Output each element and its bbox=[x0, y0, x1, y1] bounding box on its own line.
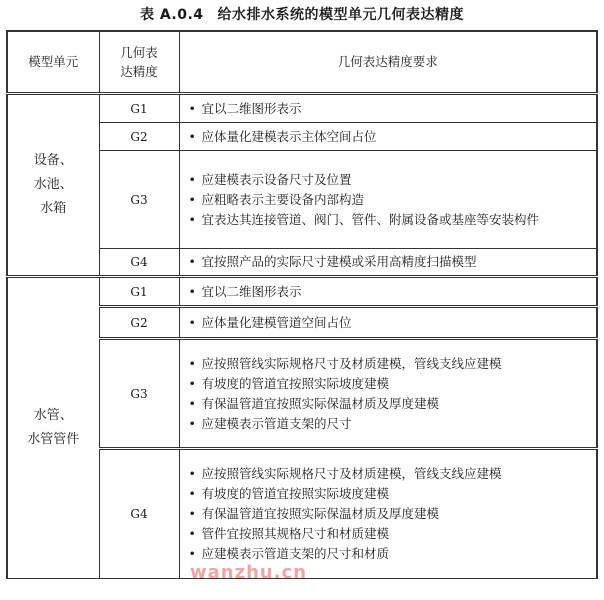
unit-line: 水管、 bbox=[33, 408, 73, 423]
level-cell: G1 bbox=[99, 94, 179, 123]
requirement-cell bbox=[179, 123, 597, 151]
table-row bbox=[7, 277, 597, 307]
list-item: • 有保温管道宜按照实际保温材质及厚度建模 bbox=[188, 504, 591, 524]
list-item: • 应体量化建模管道空间占位 bbox=[188, 313, 591, 333]
requirement-cell bbox=[179, 277, 597, 307]
table-caption bbox=[0, 4, 604, 24]
requirement-cell bbox=[179, 249, 597, 277]
unit-cell-pipes bbox=[7, 277, 99, 579]
table-title: 给水排水系统的模型单元几何表达精度 bbox=[217, 7, 465, 23]
list-item: • 应粗略表示主要设备内部构造 bbox=[188, 190, 591, 210]
list-item: • 应建模表示管道支架的尺寸 bbox=[188, 414, 591, 434]
unit-line: 水管管件 bbox=[27, 432, 80, 447]
header-level-line-2: 达精度 bbox=[120, 64, 158, 79]
unit-line: 水池、 bbox=[33, 177, 73, 192]
unit-line: 设备、 bbox=[33, 153, 73, 168]
precision-table bbox=[6, 30, 598, 579]
table-row bbox=[7, 94, 597, 123]
list-item: • 有坡度的管道宜按照实际坡度建模 bbox=[188, 374, 591, 394]
group-pipes bbox=[7, 277, 597, 579]
list-item: • 宜按照产品的实际尺寸建模或采用高精度扫描模型 bbox=[188, 252, 591, 272]
header-requirement: 几何表达精度要求 bbox=[179, 31, 597, 94]
requirement-cell bbox=[179, 151, 597, 249]
level-cell: G4 bbox=[99, 449, 179, 579]
list-item: • 应体量化建模表示主体空间占位 bbox=[188, 127, 591, 147]
requirement-cell bbox=[179, 307, 597, 339]
list-item: • 宜表达其连接管道、阀门、管件、附属设备或基座等安装构件 bbox=[188, 210, 591, 230]
list-item: • 管件宜按照其规格尺寸和材质建模 bbox=[188, 524, 591, 544]
level-cell: G4 bbox=[99, 249, 179, 277]
level-cell: G1 bbox=[99, 277, 179, 307]
list-item: • 应按照管线实际规格尺寸及材质建模，管线支线应建模 bbox=[188, 354, 591, 374]
unit-cell-equipment bbox=[7, 94, 99, 277]
list-item: • 有坡度的管道宜按照实际坡度建模 bbox=[188, 484, 591, 504]
level-cell: G3 bbox=[99, 151, 179, 249]
requirement-cell bbox=[179, 94, 597, 123]
level-cell: G2 bbox=[99, 123, 179, 151]
group-equipment bbox=[7, 94, 597, 277]
list-item: • 应建模表示设备尺寸及位置 bbox=[188, 170, 591, 190]
list-item: • 宜以二维图形表示 bbox=[188, 99, 591, 119]
header-unit: 模型单元 bbox=[7, 31, 99, 94]
header-level-line-1: 几何表 bbox=[120, 45, 158, 60]
header-level bbox=[99, 31, 179, 94]
header-row bbox=[7, 31, 597, 94]
list-item: • 有保温管道宜按照实际保温材质及厚度建模 bbox=[188, 394, 591, 414]
table-number: 表 A.0.4 bbox=[139, 7, 204, 23]
unit-line: 水箱 bbox=[40, 201, 67, 216]
level-cell: G2 bbox=[99, 307, 179, 339]
requirement-cell bbox=[179, 449, 597, 579]
list-item: • 应建模表示管道支架的尺寸和材质 bbox=[188, 544, 591, 564]
list-item: • 宜以二维图形表示 bbox=[188, 282, 591, 302]
requirement-cell bbox=[179, 339, 597, 449]
list-item: • 应按照管线实际规格尺寸及材质建模，管线支线应建模 bbox=[188, 464, 591, 484]
watermark-text: wanzhu.cn bbox=[190, 562, 308, 583]
level-cell: G3 bbox=[99, 339, 179, 449]
